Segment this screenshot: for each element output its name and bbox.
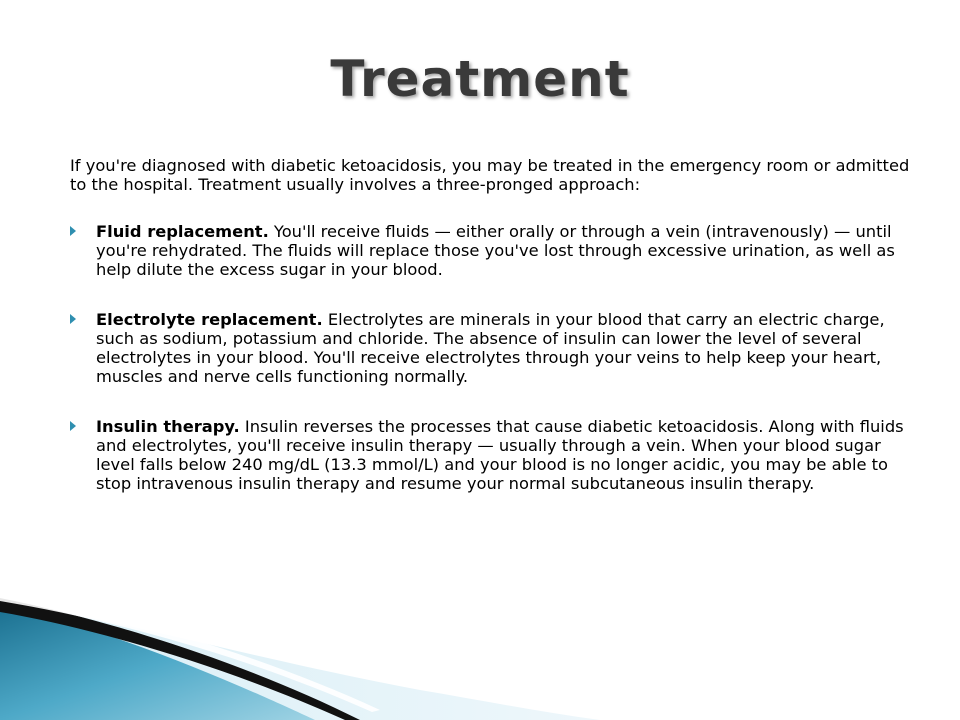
- treatment-list: [70, 222, 910, 493]
- bullet-text: You'll receive fluids — either orally or through a vein (intravenously) — until you're rehydrated. The fluids will replace those you've lost through excessive urination, as well as help dilute the excess sugar in your blood.: [96, 222, 895, 279]
- triangle-bullet-icon: [70, 226, 76, 236]
- triangle-bullet-icon: [70, 421, 76, 431]
- bullet-text: Insulin reverses the processes that cause diabetic ketoacidosis. Along with fluids and electrolytes, you'll receive insulin therapy — usually through a vein. When your blood sugar level falls below 240 mg/dL (13.3 mmol/L) and your blood is no longer acidic, you may be able to stop intravenous insulin therapy and resume your normal subcutaneous insulin therapy.: [96, 417, 904, 493]
- slide-title: Treatment: [330, 50, 630, 108]
- list-item-electrolyte-replacement: [70, 310, 910, 386]
- intro-paragraph: If you're diagnosed with diabetic ketoacidosis, you may be treated in the emergency room or admitted to the hospital. Treatment usually involves a three-pronged approach:: [70, 156, 910, 194]
- wave-blue-band: [0, 605, 315, 720]
- bullet-text: Electrolytes are minerals in your blood that carry an electric charge, such as sodium, potassium and chloride. The absence of insulin can lower the level of several electrolytes in your blood. You'll receive electrolytes through your veins to help keep your heart, muscles and nerve cells functioning normally.: [96, 310, 885, 386]
- bullet-term: Insulin therapy.: [96, 417, 240, 436]
- bullet-term: Fluid replacement.: [96, 222, 269, 241]
- list-item-fluid-replacement: [70, 222, 910, 279]
- bullet-term: Electrolyte replacement.: [96, 310, 323, 329]
- wave-white-highlight: [0, 594, 380, 712]
- slide-body: [70, 156, 910, 524]
- triangle-bullet-icon: [70, 314, 76, 324]
- wave-light-band: [0, 600, 600, 720]
- wave-black-stroke: [0, 598, 360, 720]
- list-item-insulin-therapy: [70, 417, 910, 493]
